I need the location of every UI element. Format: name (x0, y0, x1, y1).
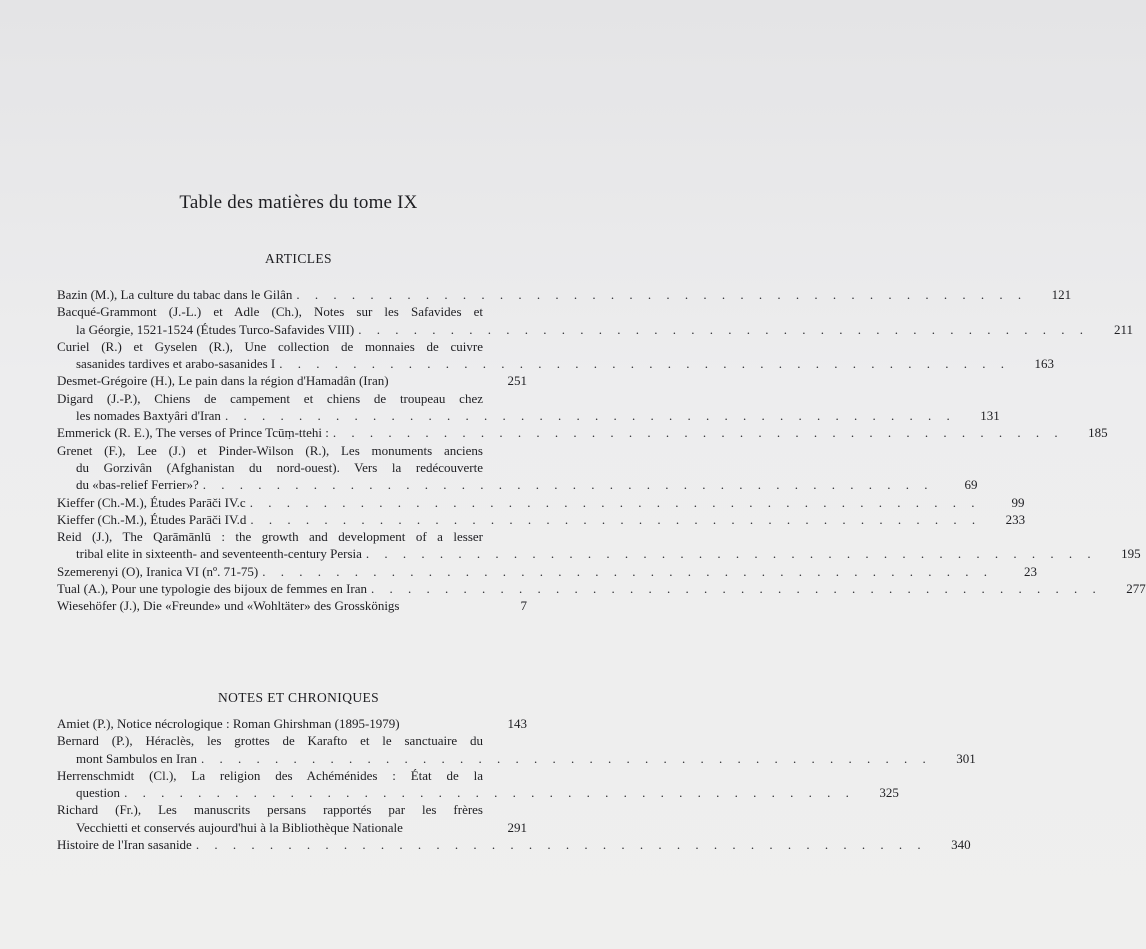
toc-entry (57, 286, 1072, 303)
toc-entry (57, 494, 1025, 511)
dot-leader: . . . . . . . . . . . . . . . . . . . . . . . . . . . . . . . . . . . . . . . . (279, 356, 1011, 372)
toc-entry-text: Wiesehöfer (J.), Die «Freunde» und «Wohltäter» des Grosskönigs (57, 598, 400, 614)
dot-leader: . . . . . . . . . . . . . . . . . . . . . . . . . . . . . . . . . . . . . . . . (296, 287, 1028, 302)
toc-entry (57, 715, 527, 732)
dot-leader: . . . . . . . . . . . . . . . . . . . . . . . . . . . . . . . . . . . . . . . . (224, 408, 956, 424)
toc-entry-line (57, 286, 1072, 303)
toc-entry (57, 442, 978, 494)
page-number: 23 (1024, 563, 1037, 579)
page-number: 211 (1113, 321, 1133, 337)
toc-entry-line (57, 494, 1025, 511)
toc-entry-line (57, 715, 527, 732)
toc-entry-text: du Gorzivân (Afghanistan du nord-ouest). Vers la redécouverte (76, 459, 483, 475)
page-number: 163 (1034, 356, 1055, 372)
toc-entry-line (57, 767, 527, 784)
toc-entry-line (57, 580, 1146, 597)
page-number: 340 (951, 837, 971, 853)
toc-entry (57, 390, 1000, 425)
toc-entry-line (57, 390, 527, 407)
toc-entry-line (57, 836, 971, 853)
toc-entry-line (57, 459, 527, 476)
dot-leader: . . . . . . . . . . . . . . . . . . . . . . . . . . . . . . . . . . . . . . . . (365, 546, 1097, 562)
toc-entry (57, 338, 1055, 373)
toc-entry-text: Kieffer (Ch.-M.), Études Parāči IV.d (57, 511, 247, 527)
toc-entry-text: Bernard (P.), Héraclès, les grottes de Karafto et le sanctuaire du (57, 733, 483, 749)
toc-entry (57, 424, 1108, 441)
toc-entry-line (57, 424, 1108, 441)
toc-entry-line (57, 528, 527, 545)
toc-entry (57, 528, 1141, 563)
dot-leader: . . . . . . . . . . . . . . . . . . . . . . . . . . . . . . . . . . . . . . . . (371, 581, 1102, 597)
dot-leader: . . . . . . . . . . . . . . . . . . . . . . . . . . . . . . . . . . . . . . . . (202, 477, 934, 493)
toc-entry-text: Reid (J.), The Qarāmānlū : the growth and development of a lesser (57, 529, 483, 545)
dot-leader: . . . . . . . . . . . . . . . . . . . . . . . . . . . . . . . . . . . . . . . . (200, 750, 932, 766)
page-number: 143 (507, 716, 527, 731)
page-number: 121 (1051, 287, 1072, 302)
page-number: 301 (956, 750, 976, 766)
toc-entry (57, 836, 971, 853)
toc-entry (57, 303, 1133, 338)
toc-entry (57, 511, 1026, 528)
toc-entry-line (57, 801, 527, 818)
toc-entry-text: sasanides tardives et arabo-sasanides I (76, 356, 276, 372)
page-number: 291 (507, 819, 527, 835)
toc-entry-text: Curiel (R.) et Gyselen (R.), Une collection de monnaies de cuivre (57, 338, 483, 354)
toc-entry-line (57, 545, 1141, 562)
toc-entry (57, 767, 899, 802)
page-number: 251 (507, 373, 527, 389)
toc-entry-text: question (76, 785, 121, 801)
dot-leader: . . . . . . . . . . . . . . . . . . . . . . . . . . . . . . . . . . . . . . . . (332, 425, 1064, 441)
toc-entry (57, 563, 1037, 580)
toc-entry-text: Bazin (M.), La culture du tabac dans le Gilân (57, 287, 293, 302)
page-number: 325 (879, 785, 899, 801)
toc-entry-line (57, 355, 1055, 372)
toc-entry (57, 597, 527, 614)
toc-list-articles (57, 286, 1146, 615)
dot-leader: . . . . . . . . . . . . . . . . . . . . . . . . . . . . . . . . . . . . . . . . (262, 563, 993, 579)
toc-entry (57, 372, 527, 389)
toc-entry-line (57, 442, 527, 459)
toc-entry-text: Grenet (F.), Lee (J.) et Pinder-Wilson (R.), Les monuments anciens (57, 442, 483, 458)
toc-entry-text: Kieffer (Ch.-M.), Études Parāči IV.c (57, 494, 246, 510)
dot-leader: . . . . . . . . . . . . . . . . . . . . . . . . . . . . . . . . . . . . . . . . (250, 511, 982, 527)
toc-entry-text: Amiet (P.), Notice nécrologique : Roman Ghirshman (1895-1979) (57, 716, 400, 731)
dot-leader: . . . . . . . . . . . . . . . . . . . . . . . . . . . . . . . . . . . . . . . . (358, 321, 1089, 337)
toc-entry-line (57, 321, 1133, 338)
toc-entry-line (57, 819, 527, 836)
toc-entry-line (57, 563, 1037, 580)
toc-entry-text: Desmet-Grégoire (H.), Le pain dans la région d'Hamadân (Iran) (57, 373, 389, 389)
dot-leader: . . . . . . . . . . . . . . . . . . . . . . . . . . . . . . . . . . . . . . . . (124, 785, 855, 801)
toc-entry (57, 801, 527, 836)
toc-entry-text: les nomades Baxtyâri d'Iran (76, 408, 221, 424)
page-number: 185 (1088, 425, 1108, 441)
toc-entry-text: Digard (J.-P.), Chiens de campement et chiens de troupeau chez (57, 390, 483, 406)
toc-entry-text: Tual (A.), Pour une typologie des bijoux de femmes en Iran (57, 581, 368, 597)
toc-entry-text: Herrenschmidt (Cl.), La religion des Achéménides : État de la (57, 767, 483, 783)
page-number: 131 (980, 408, 1000, 424)
toc-entry-text: Histoire de l'Iran sasanide (57, 837, 192, 853)
toc-entry-line (57, 303, 527, 320)
toc-entry-text: Vecchietti et conservés aujourd'hui à la Bibliothèque Nationale (76, 819, 403, 835)
page-number: 99 (1011, 494, 1025, 510)
section-heading-articles: ARTICLES (265, 251, 332, 266)
dot-leader: . . . . . . . . . . . . . . . . . . . . . . . . . . . . . . . . . . . . . . . . (249, 494, 981, 510)
page-number: 7 (520, 598, 527, 614)
toc-entry-text: Bacqué-Grammont (J.-L.) et Adle (Ch.), Notes sur les Safavides et (57, 304, 483, 320)
toc-entry-text: Emmerick (R. E.), The verses of Prince Tcūṃ-ttehi : (57, 425, 329, 441)
page-number: 233 (1005, 511, 1026, 527)
dot-leader: . . . . . . . . . . . . . . . . . . . . . . . . . . . . . . . . . . . . . . . . (195, 837, 927, 853)
section-heading-notes: NOTES ET CHRONIQUES (217, 690, 380, 705)
toc-entry-line (57, 597, 527, 614)
toc-entry-text: Richard (Fr.), Les manuscrits persans rapportés par les frères (57, 802, 483, 818)
toc-entry-text: la Géorgie, 1521-1524 (Études Turco-Safavides VIII) (76, 321, 355, 337)
page-title: Table des matières du tome IX (179, 192, 418, 213)
toc-entry-text: Szemerenyi (O), Iranica VI (nº. 71-75) (57, 563, 259, 579)
toc-entry-line (57, 750, 976, 767)
toc-entry-line (57, 732, 527, 749)
toc-entry-line (57, 372, 527, 389)
toc-entry-line (57, 338, 527, 355)
page-number: 195 (1121, 546, 1141, 562)
toc-entry-line (57, 407, 1000, 424)
toc-entry (57, 732, 976, 767)
toc-entry-line (57, 784, 899, 801)
toc-entry-text: tribal elite in sixteenth- and seventeenth-century Persia (76, 546, 362, 562)
toc-entry (57, 580, 1146, 597)
toc-list-notes (57, 715, 976, 853)
toc-entry-text: mont Sambulos en Iran (76, 750, 197, 766)
toc-entry-line (57, 511, 1026, 528)
toc-entry-line (57, 476, 978, 493)
page-number: 277 (1126, 581, 1146, 597)
page-number: 69 (964, 477, 978, 493)
toc-entry-text: du «bas-relief Ferrier»? (76, 477, 199, 493)
